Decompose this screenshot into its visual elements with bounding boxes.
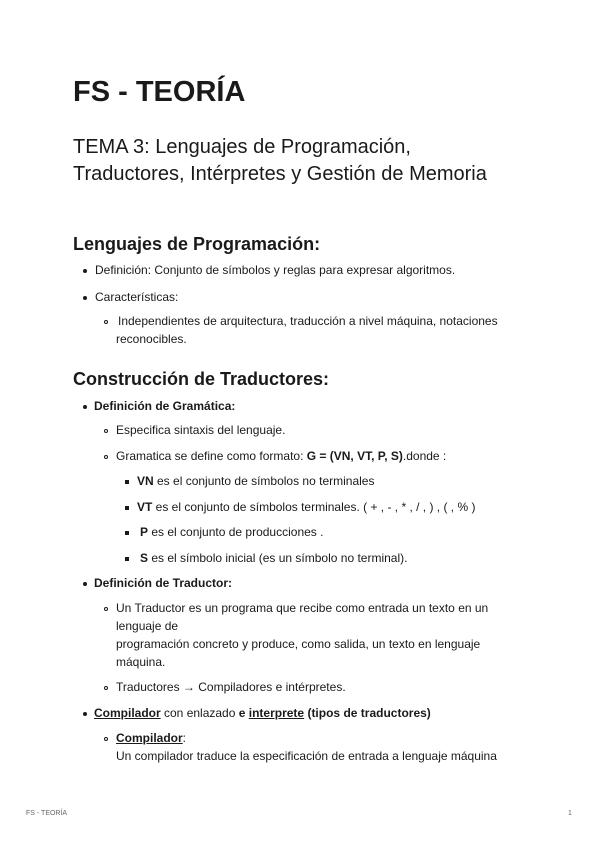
circle-bullet-icon	[104, 429, 108, 433]
sub-item-compilador	[116, 729, 186, 747]
list-item-definicion: Definición: Conjunto de símbolos y reglas para expresar algoritmos.	[95, 263, 456, 277]
text-run: es el símbolo inicial (es un símbolo no terminal).	[148, 551, 408, 565]
section-heading-lenguajes: Lenguajes de Programación:	[73, 234, 321, 254]
text-run: Gramatica se define como formato:	[116, 449, 307, 463]
sub-sub-item-s	[140, 549, 407, 567]
circle-bullet-icon	[104, 607, 108, 611]
sub-item-line: Un compilador traduce la especificación de entrada a lenguaje máquina	[116, 749, 497, 763]
list-item-traductor	[94, 574, 232, 592]
text-run: con enlazado	[160, 706, 239, 720]
sub-item-line: Traductores → Compiladores e intérpretes.	[116, 680, 346, 694]
circle-bullet-icon	[104, 737, 108, 741]
page-title: FS - TEORÍA	[73, 76, 246, 108]
circle-bullet-icon	[104, 686, 108, 690]
compilador-sub-label: Compilador	[116, 731, 183, 745]
sub-item-gramatica-format	[116, 447, 446, 465]
sub-sub-item-vn	[137, 472, 374, 490]
square-bullet-icon	[125, 557, 129, 561]
gramatica-label: Definición de Gramática:	[94, 399, 236, 413]
text-run: :	[182, 731, 187, 745]
bullet-icon	[83, 269, 87, 273]
bullet-icon	[83, 712, 87, 716]
bullet-icon	[83, 582, 87, 586]
square-bullet-icon	[125, 506, 129, 510]
circle-bullet-icon	[104, 320, 108, 324]
footer-page-number: 1	[568, 810, 572, 817]
square-bullet-icon	[125, 531, 129, 535]
circle-bullet-icon	[104, 455, 108, 459]
list-item-gramatica	[94, 397, 235, 415]
compilador-link: Compilador	[94, 706, 161, 720]
sub-item-line: Un Traductor es un programa que recibe como entrada un texto en un	[116, 601, 489, 615]
text-run: e	[238, 706, 249, 720]
sub-item-line: máquina.	[116, 655, 166, 669]
term-label: VN	[137, 474, 154, 488]
sub-item-line: reconocibles.	[116, 332, 187, 346]
bullet-icon	[83, 405, 87, 409]
sub-item-line: programación concreto y produce, como salida, un texto en lenguaje	[116, 637, 481, 651]
text-run: es el conjunto de símbolos terminales. ( + , - , * , / , ) , ( , % )	[152, 500, 476, 514]
sub-sub-item-p	[140, 523, 323, 541]
interprete-link: interprete	[248, 706, 305, 720]
sub-sub-item-vt	[137, 498, 475, 516]
traductor-label: Definición de Traductor:	[94, 576, 233, 590]
text-run: .donde :	[402, 449, 447, 463]
sub-item-line: Independientes de arquitectura, traducción a nivel máquina, notaciones	[118, 314, 498, 328]
term-label: S	[140, 551, 149, 565]
footer-title: FS - TEORÍA	[26, 810, 68, 817]
term-label: VT	[137, 500, 153, 514]
list-item-compilador	[94, 704, 431, 722]
square-bullet-icon	[125, 480, 129, 484]
text-run: es el conjunto de producciones .	[148, 525, 324, 539]
section-heading-traductores: Construcción de Traductores:	[73, 369, 330, 389]
text-run: es el conjunto de símbolos no terminales	[153, 474, 375, 488]
bullet-icon	[83, 296, 87, 300]
list-item-caracteristicas: Características:	[95, 290, 179, 304]
text-run: (tipos de traductores)	[304, 706, 431, 720]
formula-text: G = (VN, VT, P, S)	[306, 449, 403, 463]
page-subtitle: TEMA 3: Lenguajes de Programación, Traductores, Intérpretes y Gestión de Memoria	[73, 136, 487, 185]
sub-item-line: Especifica sintaxis del lenguaje.	[116, 423, 286, 437]
sub-item-line: lenguaje de	[116, 619, 179, 633]
term-label: P	[140, 525, 149, 539]
